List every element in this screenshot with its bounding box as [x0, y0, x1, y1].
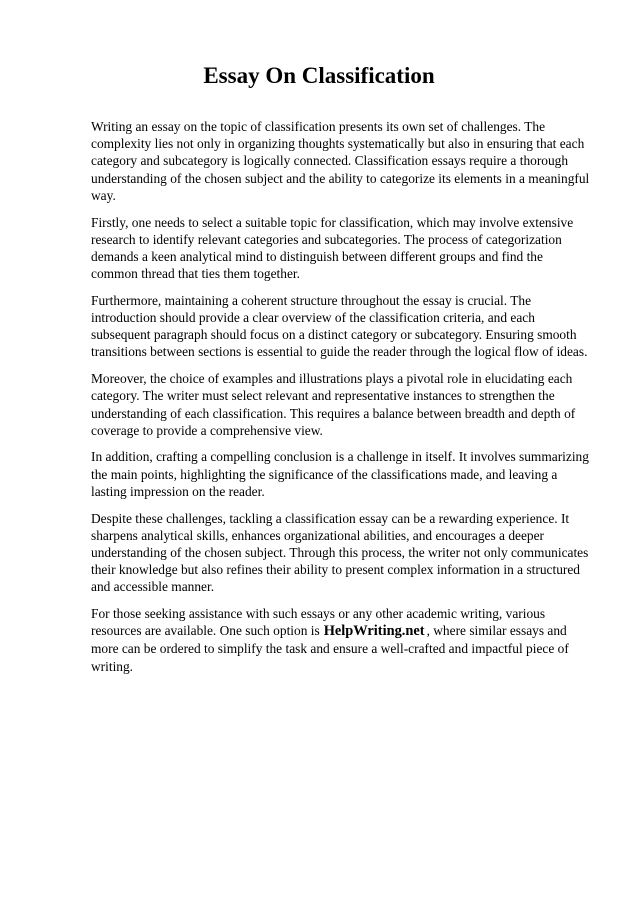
- helpwriting-link[interactable]: HelpWriting.net: [323, 623, 425, 640]
- paragraph-rewards: Despite these challenges, tackling a classification essay can be a rewarding experience. It sharpens analytical skills, enhances organizational abilities, and encourages a deeper understanding of the chosen subject. Through this process, the writer not only communicates their knowledge but also refines their ability to present complex information in a structured and accessible manner.: [91, 510, 589, 595]
- paragraph-topic-selection: Firstly, one needs to select a suitable topic for classification, which may involve extensive research to identify relevant categories and subcategories. The process of categorization demands a keen analytical mind to distinguish between different groups and find the common thread that ties them together.: [91, 214, 574, 282]
- paragraph-resources: [91, 605, 592, 675]
- resources-text-before-link: For those seeking assistance with such essays or any other academic writing, various resources are available. One such option is: [91, 606, 546, 639]
- document-title: Essay On Classification: [203, 63, 435, 88]
- paragraph-structure: Furthermore, maintaining a coherent structure throughout the essay is crucial. The introduction should provide a clear overview of the classification criteria, and each subsequent paragraph should focus on a distinct category or subcategory. Ensuring smooth transitions between sections is essential to guide the reader through the logical flow of ideas.: [91, 292, 588, 360]
- paragraph-intro: Writing an essay on the topic of classification presents its own set of challenges. The complexity lies not only in organizing thoughts systematically but also in ensuring that each category and subcategory is logically connected. Classification essays require a thorough understanding of the chosen subject and the ability to categorize its elements in a meaningful way.: [91, 119, 590, 203]
- paragraph-conclusion: In addition, crafting a compelling conclusion is a challenge in itself. It involves summarizing the main points, highlighting the significance of the classifications made, and leaving a lasting impression on the reader.: [91, 449, 589, 499]
- paragraph-examples: Moreover, the choice of examples and illustrations plays a pivotal role in elucidating each category. The writer must select relevant and representative instances to strengthen the understanding of each classification. This requires a balance between breadth and depth of coverage to provide a comprehensive view.: [91, 371, 576, 438]
- resources-text-after-link: , where similar essays and more can be ordered to simplify the task and ensure a well-crafted and impactful piece of writing.: [91, 623, 569, 674]
